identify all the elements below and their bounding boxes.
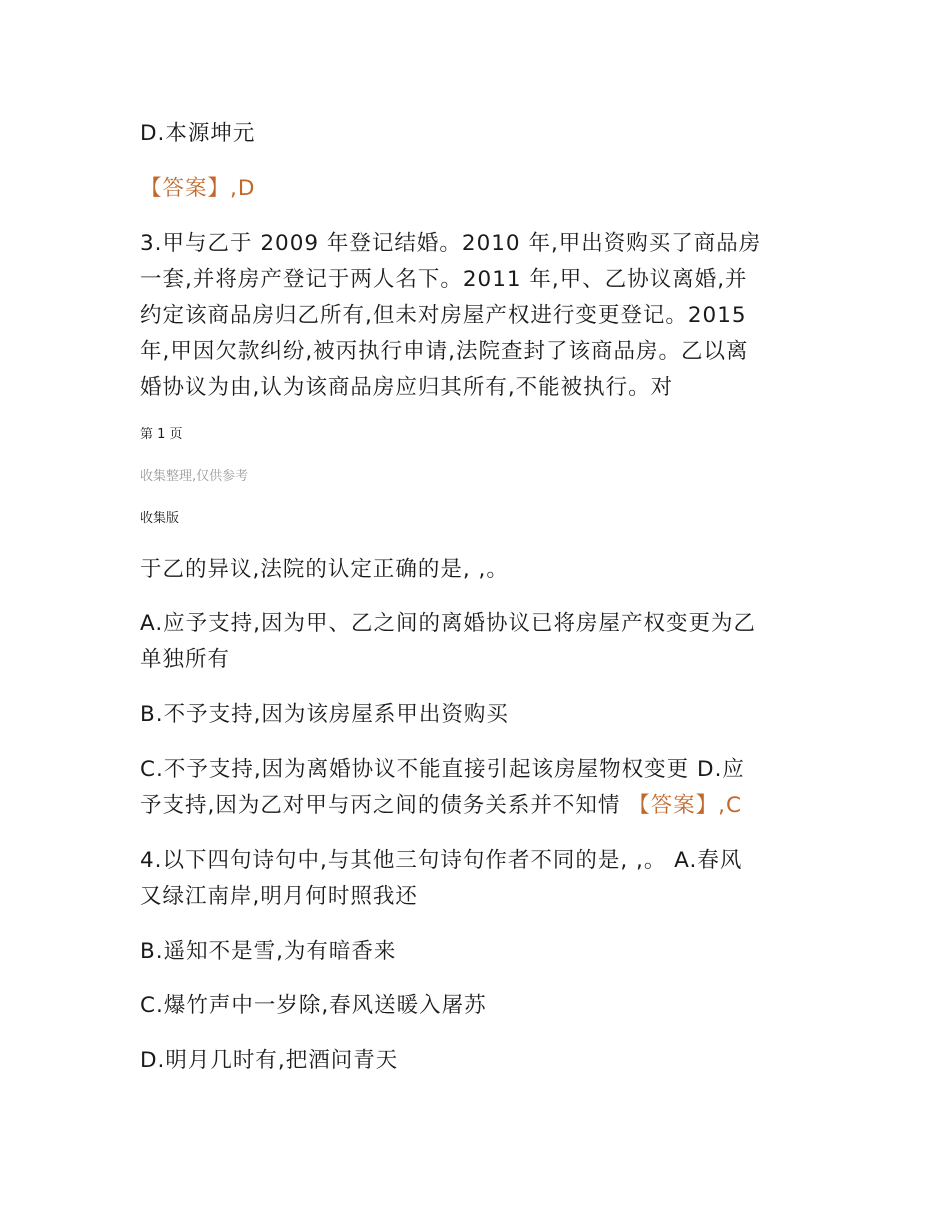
q3-option-d-with-answer (140, 793, 742, 819)
q4-option-b: B.遥知不是雪,为有暗香来 (140, 939, 397, 964)
q3-option-a-line-1: A.应予支持,因为甲、乙之间的离婚协议已将房屋产权变更为乙 (140, 611, 757, 636)
page-number: 第 1 页 (140, 427, 183, 442)
footer-note: 收集整理,仅供参考 (140, 469, 249, 484)
q3-option-c: C.不予支持,因为离婚协议不能直接引起该房屋物权变更 D.应 (140, 757, 745, 782)
q3-stem-line-3: 约定该商品房归乙所有,但未对房屋产权进行变更登记。2015 (140, 303, 747, 328)
q4-option-c: C.爆竹声中一岁除,春风送暖入屠苏 (140, 993, 487, 1018)
version-label: 收集版 (140, 511, 180, 526)
q3-option-b: B.不予支持,因为该房屋系甲出资购买 (140, 702, 509, 727)
q3-option-d-text: 予支持,因为乙对甲与丙之间的债务关系并不知情 (140, 793, 629, 818)
q4-stem-line-1: 4.以下四句诗句中,与其他三句诗句作者不同的是, ,。 A.春风 (140, 848, 743, 873)
q3-option-a-line-2: 单独所有 (140, 647, 231, 672)
q2-answer: 【答案】,D (140, 176, 256, 201)
q4-stem-line-2: 又绿江南岸,明月何时照我还 (140, 884, 418, 909)
q3-answer: 【答案】,C (628, 793, 743, 818)
q3-stem-line-2: 一套,并将房产登记于两人名下。2011 年,甲、乙协议离婚,并 (140, 267, 748, 292)
q4-option-d: D.明月几时有,把酒问青天 (140, 1048, 399, 1073)
q3-stem-continued: 于乙的异议,法院的认定正确的是, ,。 (140, 557, 509, 582)
q3-stem-line-5: 婚协议为由,认为该商品房应归其所有,不能被执行。对 (140, 375, 674, 400)
q3-stem-line-4: 年,甲因欠款纠纷,被丙执行申请,法院查封了该商品房。乙以离 (140, 339, 749, 364)
q2-option-d: D.本源坤元 (140, 121, 256, 146)
q3-stem-line-1: 3.甲与乙于 2009 年登记结婚。2010 年,甲出资购买了商品房 (140, 231, 762, 256)
